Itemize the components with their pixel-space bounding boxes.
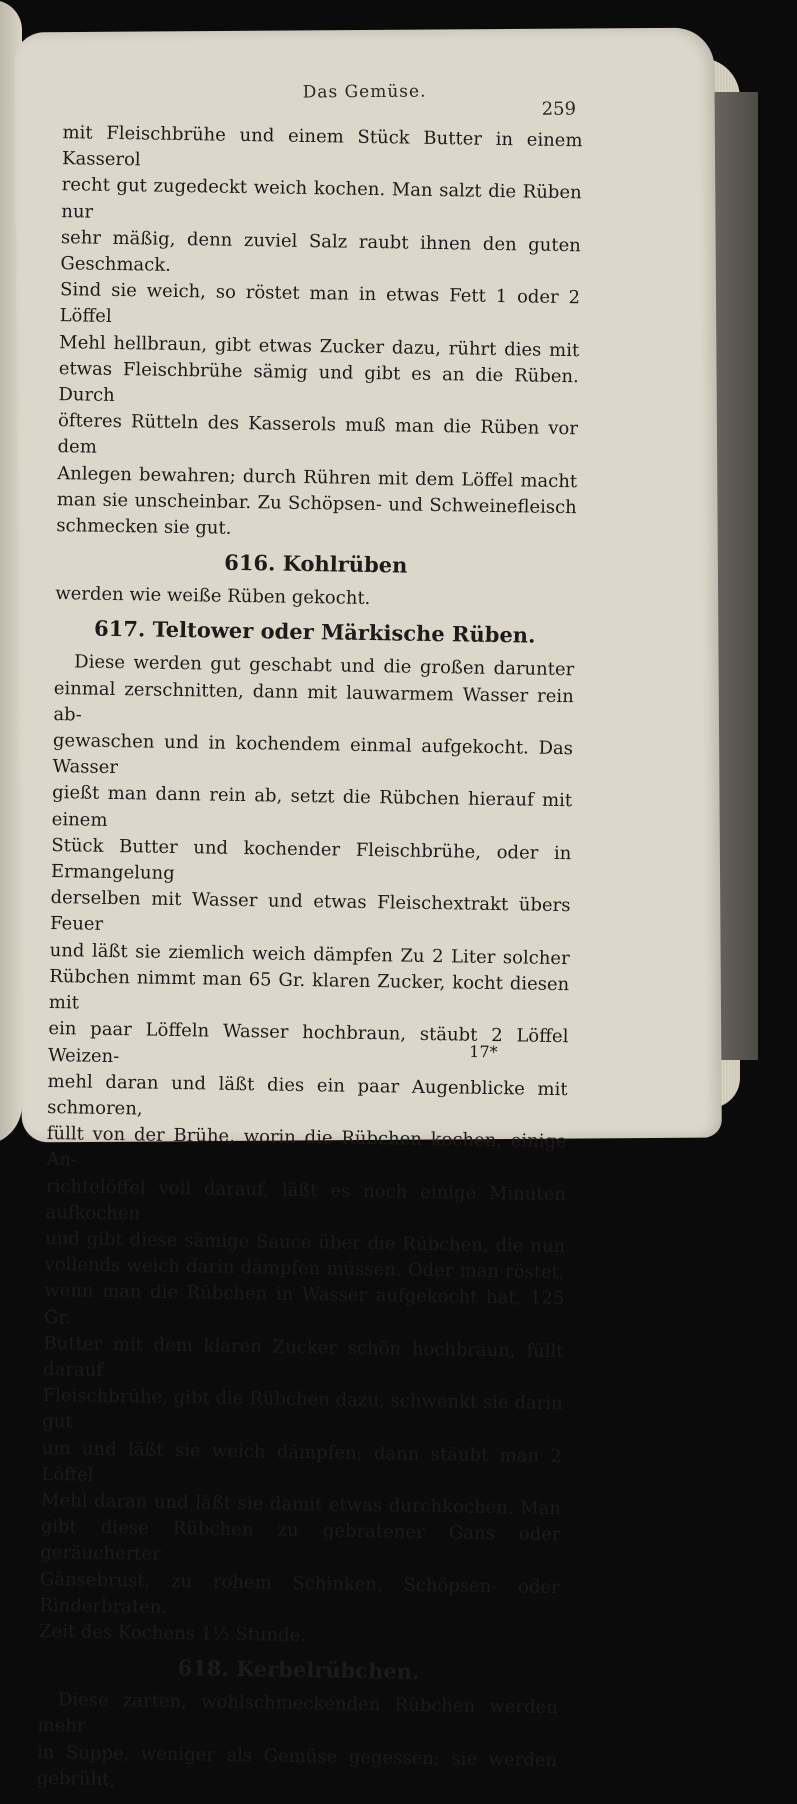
- text-line: schmecken sie gut.: [56, 515, 232, 539]
- text-line: in Suppe, weniger als Gemüse gegessen; sie werden gebrüht,: [36, 1741, 558, 1790]
- section-617: [39, 614, 575, 1654]
- text-line: um und läßt sie weich dämpfen; dann stäubt man 2 Löffel: [41, 1437, 562, 1486]
- text-line: gewaschen und in kochendem einmal aufgekocht. Das Wasser: [52, 730, 574, 779]
- section-616: [55, 545, 576, 615]
- section-title: Kerbelrübchen.: [235, 1656, 420, 1685]
- text-line: Anlegen bewahren; durch Rühren mit dem Löffel macht: [57, 462, 578, 492]
- section-title: Kohlrüben: [282, 550, 408, 578]
- text-line: mit Fleischbrühe und einem Stück Butter in einem Kasserol: [61, 122, 583, 171]
- section-number: 617.: [93, 616, 146, 642]
- book-page: [14, 28, 722, 1790]
- section-heading: [55, 614, 575, 652]
- text-line: Mehl hellbraun, gibt etwas Zucker dazu, rührt dies mit: [59, 331, 580, 361]
- text-line: sehr mäßig, denn zuviel Salz raubt ihnen den guten Geschmack.: [60, 226, 582, 276]
- text-line: Sind sie weich, so röstet man in etwas Fett 1 oder 2 Löffel: [59, 279, 581, 328]
- text-block: [36, 120, 582, 1800]
- section-heading: [56, 545, 576, 583]
- running-head: Das Gemüse.: [302, 81, 427, 103]
- section-618: [36, 1651, 558, 1800]
- text-line: werden wie weiße Rüben gekocht.: [55, 583, 371, 610]
- page-number: 259: [541, 98, 577, 120]
- text-line: Mehl daran und läßt sie damit etwas durchkochen. Man: [40, 1489, 562, 1520]
- section-number: 616.: [224, 549, 276, 576]
- text-line: etwas Fleischbrühe sämig und gibt es an die Rüben. Durch: [58, 357, 579, 407]
- text-line: Diese werden gut geschabt und die großen darunter: [74, 651, 575, 681]
- text-line: gießt man dann rein ab, setzt die Rübchen hierauf mit einem: [51, 782, 573, 831]
- section-title: Teltower oder Märkische Rüben.: [152, 617, 536, 649]
- text-line: und läßt sie ziemlich weich dämpfen Zu 2 Liter solcher: [49, 939, 570, 969]
- text-line: ein paar Löffeln Wasser hochbraun, stäubt 2 Löffel Weizen-: [47, 1018, 569, 1067]
- text-line: Fleischbrühe, gibt die Rübchen dazu, schwenkt sie darin gut: [42, 1385, 563, 1433]
- intro-paragraph: [56, 120, 583, 547]
- text-line: füllt von der Brühe, worin die Rübchen kochen, einige An-: [46, 1123, 567, 1171]
- section-number: 618.: [177, 1655, 229, 1682]
- text-line: wenn man die Rübchen in Wasser aufgekocht hat, 125 Gr.: [43, 1280, 565, 1328]
- text-line: derselben mit Wasser und etwas Fleischextrakt übers Feuer: [49, 887, 571, 936]
- text-line: einmal zerschnitten, dann mit lauwarmem Wasser rein ab-: [53, 677, 574, 726]
- text-line: vollends weich darin dämpfen müssen. Oder man röstet,: [44, 1254, 565, 1284]
- text-line: man sie unscheinbar. Zu Schöpsen- und Schweinefleisch: [56, 488, 577, 519]
- section-heading: [38, 1651, 558, 1689]
- text-line: Zeit des Kochens 1½ Stunde.: [38, 1620, 307, 1647]
- text-line: öfteres Rütteln des Kasserols muß man die Rüben vor dem: [57, 410, 579, 459]
- text-line: gibt diese Rübchen zu gebratener Gans oder geräucherter: [40, 1516, 561, 1566]
- text-line: Gänsebrust, zu rohem Schinken, Schöpsen- oder Rinderbraten.: [39, 1568, 560, 1618]
- text-line: Stück Butter und kochender Fleischbrühe, oder in Ermangelung: [50, 834, 572, 885]
- text-line: mehl daran und läßt dies ein paar Augenblicke mit schmoren,: [47, 1070, 568, 1120]
- text-line: Rübchen nimmt man 65 Gr. klaren Zucker, kocht diesen mit: [48, 965, 570, 1014]
- text-line: Butter mit dem klaren Zucker schön hochbraun, füllt darauf: [42, 1332, 564, 1381]
- signature-mark: 17*: [469, 1041, 498, 1062]
- text-line: recht gut zugedeckt weich kochen. Man salzt die Rüben nur: [61, 174, 582, 223]
- text-line: richtelöffel voll darauf, läßt es noch einige Minuten aufkochen: [45, 1175, 567, 1225]
- text-line: und gibt diese sämige Sauce über die Rübchen, die nun: [45, 1227, 566, 1258]
- text-line: Diese zarten, wohlschmeckenden Rübchen werden mehr: [37, 1689, 559, 1738]
